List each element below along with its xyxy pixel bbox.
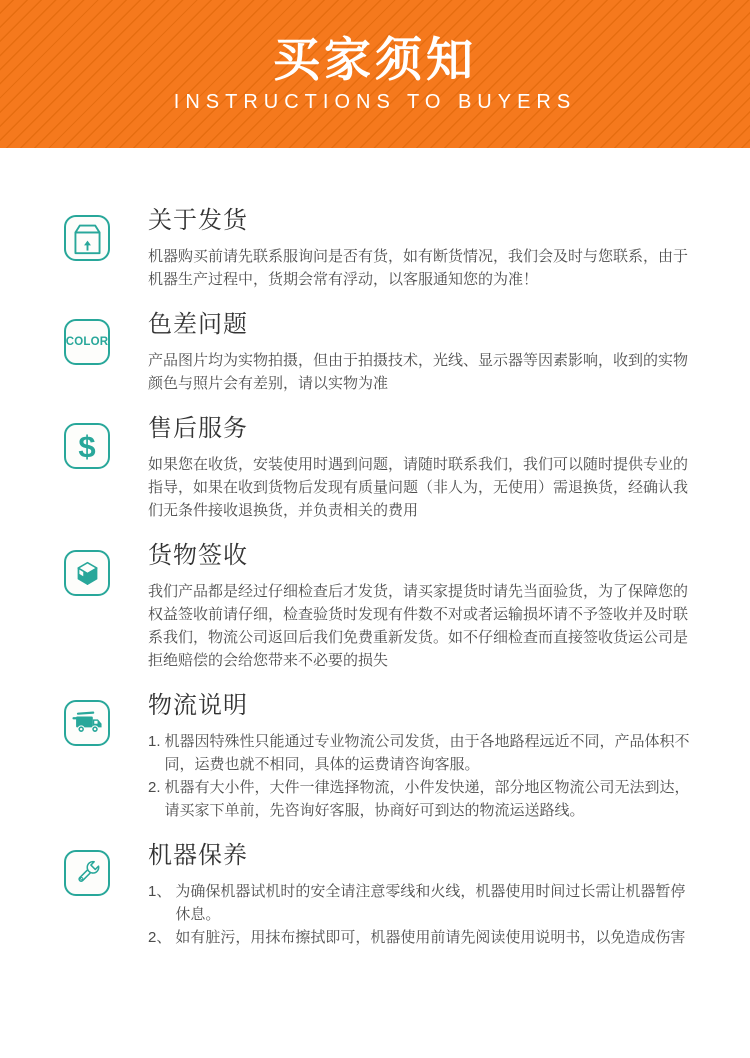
section-title: 货物签收 xyxy=(148,542,248,569)
section-content xyxy=(148,841,694,949)
section-body xyxy=(148,245,694,291)
section-list-item xyxy=(148,730,694,776)
wrench-icon xyxy=(64,850,110,896)
section-content xyxy=(148,206,694,291)
list-item-number: 1、 xyxy=(148,883,172,900)
section-content xyxy=(148,414,694,522)
section-content xyxy=(148,310,694,395)
section-list-item xyxy=(148,776,694,822)
section-list-item xyxy=(148,880,694,926)
section-title: 机器保养 xyxy=(148,842,248,869)
truck-icon xyxy=(64,700,110,746)
list-item-text: 如有脏污，用抹布擦拭即可，机器使用前请先阅读使用说明书，以免造成伤害 xyxy=(175,929,686,946)
section-body xyxy=(148,580,694,672)
package-arrow-icon xyxy=(64,215,110,261)
list-item-text: 机器有大小件，大件一律选择物流，小件发快递，部分地区物流公司无法到达，请买家下单前，先咨询好客服，协商好可到达的物流运送路线。 xyxy=(164,779,690,819)
section-body xyxy=(148,730,694,822)
list-item-text: 机器因特殊性只能通过专业物流公司发货，由于各地路程远近不同，产品体积不同，运费也就不相同，具体的运费请咨询客服。 xyxy=(164,733,690,773)
section-title: 关于发货 xyxy=(148,207,248,234)
list-item-number: 2、 xyxy=(148,929,172,946)
color-badge-icon: COLOR xyxy=(64,319,110,365)
notice-section-5 xyxy=(0,691,750,822)
list-item-number: 2. xyxy=(148,779,161,796)
section-content xyxy=(148,691,694,822)
section-content xyxy=(148,541,694,672)
section-title: 色差问题 xyxy=(148,311,248,338)
dollar-icon: $ xyxy=(64,423,110,469)
section-body xyxy=(148,880,694,949)
header-banner xyxy=(0,0,750,148)
box-3d-icon xyxy=(64,550,110,596)
notice-section-2 xyxy=(0,310,750,395)
section-list-item xyxy=(148,926,694,949)
section-paragraph: 机器购买前请先联系服询问是否有货，如有断货情况，我们会及时与您联系，由于机器生产过程中，货期会常有浮动，以客服通知您的为准！ xyxy=(148,248,689,288)
section-paragraph: 如果您在收货，安装使用时遇到问题，请随时联系我们，我们可以随时提供专业的指导，如果在收到货物后发现有质量问题（非人为，无使用）需退换货，经确认我们无条件接收退换货，并负责相关的费用 xyxy=(148,456,689,519)
list-item-number: 1. xyxy=(148,733,161,750)
section-paragraph: 产品图片均为实物拍摄，但由于拍摄技术，光线、显示器等因素影响，收到的实物颜色与照片会有差别，请以实物为准 xyxy=(148,352,689,392)
list-item-text: 为确保机器试机时的安全请注意零线和火线，机器使用时间过长需让机器暂停休息。 xyxy=(175,883,686,923)
section-title: 物流说明 xyxy=(148,692,248,719)
notice-section-6 xyxy=(0,841,750,949)
page-subtitle: INSTRUCTIONS TO BUYERS xyxy=(173,91,577,113)
notice-section-1 xyxy=(0,206,750,291)
notice-section-3 xyxy=(0,414,750,522)
section-body xyxy=(148,349,694,395)
section-title: 售后服务 xyxy=(148,415,248,442)
sections-list xyxy=(0,148,750,949)
page-title: 买家须知 xyxy=(273,33,477,86)
notice-section-4 xyxy=(0,541,750,672)
section-paragraph: 我们产品都是经过仔细检查后才发货，请买家提货时请先当面验货，为了保障您的权益签收前请仔细，检查验货时发现有件数不对或者运输损坏请不予签收并及时联系我们，物流公司返回后我们免费重新发货。如不仔细检查而直接签收货运公司是拒绝赔偿的会给您带来不必要的损失 xyxy=(148,583,689,669)
section-body xyxy=(148,453,694,522)
